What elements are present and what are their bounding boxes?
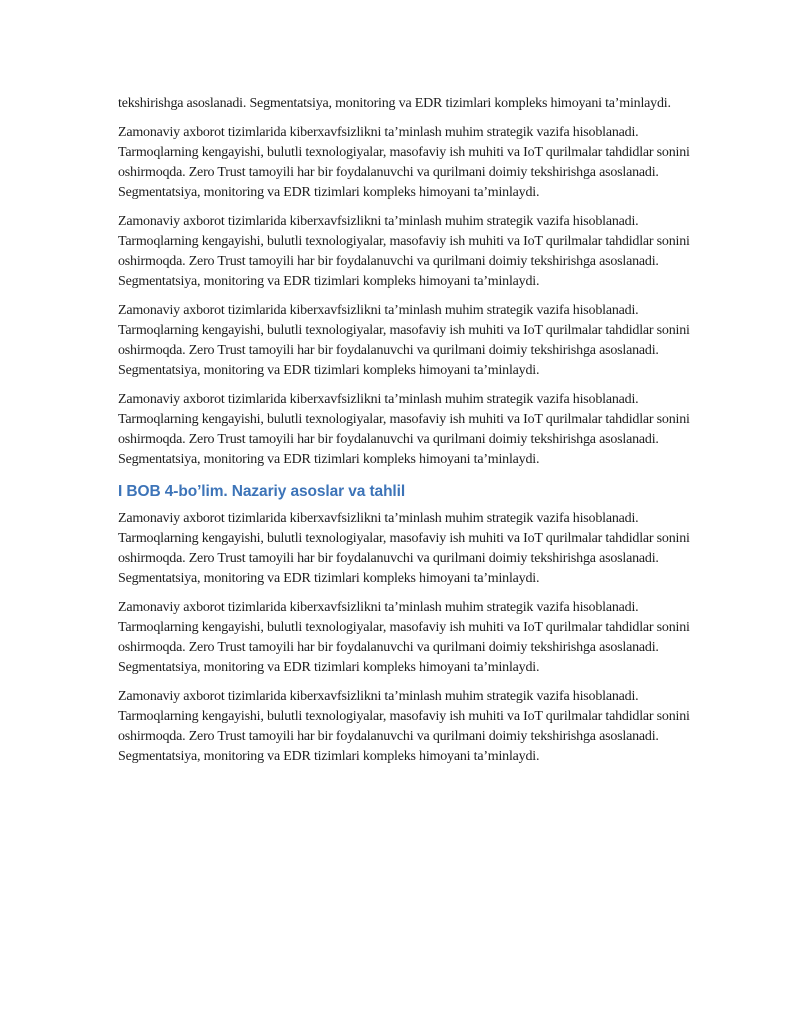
body-paragraph: Zamonaviy axborot tizimlarida kiberxavfsizlikni ta’minlash muhim strategik vazifa hisoblanadi. Tarmoqlarning kengayishi, bulutli texnologiyalar, masofaviy ish muhiti va IoT qurilmalar tahdidlar sonini oshirmoqda. Zero Trust tamoyili har bir foydalanuvchi va qurilmani doimiy tekshirishga asoslanadi. Segmentatsiya, monitoring va EDR tizimlari kompleks himoyani ta’minlaydi. <box>118 600 690 675</box>
body-paragraph: Zamonaviy axborot tizimlarida kiberxavfsizlikni ta’minlash muhim strategik vazifa hisoblanadi. Tarmoqlarning kengayishi, bulutli texnologiyalar, masofaviy ish muhiti va IoT qurilmalar tahdidlar sonini oshirmoqda. Zero Trust tamoyili har bir foydalanuvchi va qurilmani doimiy tekshirishga asoslanadi. Segmentatsiya, monitoring va EDR tizimlari kompleks himoyani ta’minlaydi. <box>118 392 690 467</box>
body-paragraph: Zamonaviy axborot tizimlarida kiberxavfsizlikni ta’minlash muhim strategik vazifa hisoblanadi. Tarmoqlarning kengayishi, bulutli texnologiyalar, masofaviy ish muhiti va IoT qurilmalar tahdidlar sonini oshirmoqda. Zero Trust tamoyili har bir foydalanuvchi va qurilmani doimiy tekshirishga asoslanadi. Segmentatsiya, monitoring va EDR tizimlari kompleks himoyani ta’minlaydi. <box>118 214 690 289</box>
section-heading: I BOB 4-bo’lim. Nazariy asoslar va tahlil <box>118 483 406 500</box>
body-paragraph: tekshirishga asoslanadi. Segmentatsiya, monitoring va EDR tizimlari kompleks himoyani ta’minlaydi. <box>118 96 671 111</box>
body-paragraph: Zamonaviy axborot tizimlarida kiberxavfsizlikni ta’minlash muhim strategik vazifa hisoblanadi. Tarmoqlarning kengayishi, bulutli texnologiyalar, masofaviy ish muhiti va IoT qurilmalar tahdidlar sonini oshirmoqda. Zero Trust tamoyili har bir foydalanuvchi va qurilmani doimiy tekshirishga asoslanadi. Segmentatsiya, monitoring va EDR tizimlari kompleks himoyani ta’minlaydi. <box>118 125 690 200</box>
document-body <box>118 94 693 767</box>
body-paragraph: Zamonaviy axborot tizimlarida kiberxavfsizlikni ta’minlash muhim strategik vazifa hisoblanadi. Tarmoqlarning kengayishi, bulutli texnologiyalar, masofaviy ish muhiti va IoT qurilmalar tahdidlar sonini oshirmoqda. Zero Trust tamoyili har bir foydalanuvchi va qurilmani doimiy tekshirishga asoslanadi. Segmentatsiya, monitoring va EDR tizimlari kompleks himoyani ta’minlaydi. <box>118 511 690 586</box>
body-paragraph: Zamonaviy axborot tizimlarida kiberxavfsizlikni ta’minlash muhim strategik vazifa hisoblanadi. Tarmoqlarning kengayishi, bulutli texnologiyalar, masofaviy ish muhiti va IoT qurilmalar tahdidlar sonini oshirmoqda. Zero Trust tamoyili har bir foydalanuvchi va qurilmani doimiy tekshirishga asoslanadi. Segmentatsiya, monitoring va EDR tizimlari kompleks himoyani ta’minlaydi. <box>118 303 690 378</box>
body-paragraph: Zamonaviy axborot tizimlarida kiberxavfsizlikni ta’minlash muhim strategik vazifa hisoblanadi. Tarmoqlarning kengayishi, bulutli texnologiyalar, masofaviy ish muhiti va IoT qurilmalar tahdidlar sonini oshirmoqda. Zero Trust tamoyili har bir foydalanuvchi va qurilmani doimiy tekshirishga asoslanadi. Segmentatsiya, monitoring va EDR tizimlari kompleks himoyani ta’minlaydi. <box>118 689 690 764</box>
